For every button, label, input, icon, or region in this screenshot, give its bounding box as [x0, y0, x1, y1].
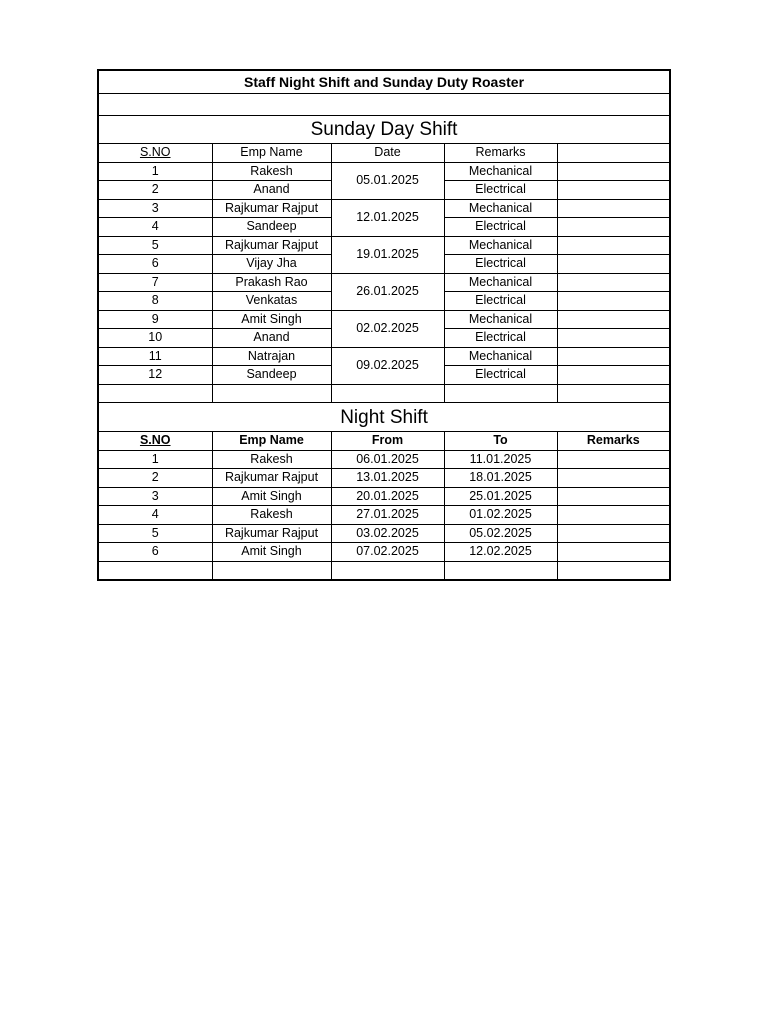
- night-from-cell: 07.02.2025: [331, 543, 444, 562]
- night-header-from: From: [331, 432, 444, 451]
- title-row: [98, 70, 670, 94]
- sunday-name-cell: Anand: [212, 181, 331, 200]
- night-row: [98, 487, 670, 506]
- sunday-extra-cell: [557, 310, 670, 329]
- empty-cell: [331, 561, 444, 580]
- night-heading-row: [98, 403, 670, 432]
- sunday-remark-cell: Electrical: [444, 181, 557, 200]
- night-remarks-cell: [557, 450, 670, 469]
- sunday-blank-row: [98, 384, 670, 403]
- night-to-cell: 18.01.2025: [444, 469, 557, 488]
- sunday-date-cell: 19.01.2025: [331, 236, 444, 273]
- night-remarks-cell: [557, 543, 670, 562]
- sunday-sno-cell: 10: [98, 329, 212, 348]
- sunday-extra-cell: [557, 255, 670, 274]
- sunday-extra-cell: [557, 162, 670, 181]
- night-from-cell: 27.01.2025: [331, 506, 444, 525]
- sunday-remark-cell: Mechanical: [444, 310, 557, 329]
- night-row: [98, 543, 670, 562]
- sunday-name-cell: Sandeep: [212, 366, 331, 385]
- roster-title: Staff Night Shift and Sunday Duty Roaster: [98, 70, 670, 94]
- sunday-sno-cell: 5: [98, 236, 212, 255]
- sunday-name-cell: Vijay Jha: [212, 255, 331, 274]
- night-header-to: To: [444, 432, 557, 451]
- sunday-remark-cell: Mechanical: [444, 199, 557, 218]
- night-sno-cell: 1: [98, 450, 212, 469]
- sunday-sno-cell: 12: [98, 366, 212, 385]
- sunday-header-date: Date: [331, 144, 444, 163]
- night-sno-cell: 2: [98, 469, 212, 488]
- night-header-sno: S.NO: [98, 432, 212, 451]
- sunday-name-cell: Prakash Rao: [212, 273, 331, 292]
- sunday-name-cell: Amit Singh: [212, 310, 331, 329]
- night-name-cell: Amit Singh: [212, 487, 331, 506]
- sunday-date-cell: 09.02.2025: [331, 347, 444, 384]
- night-sno-cell: 5: [98, 524, 212, 543]
- sunday-header-sno: S.NO: [98, 144, 212, 163]
- sunday-row: [98, 310, 670, 329]
- sunday-row: [98, 162, 670, 181]
- sunday-extra-cell: [557, 329, 670, 348]
- sunday-header-remarks: Remarks: [444, 144, 557, 163]
- night-blank-row: [98, 561, 670, 580]
- empty-cell: [444, 384, 557, 403]
- night-to-cell: 11.01.2025: [444, 450, 557, 469]
- sunday-extra-cell: [557, 347, 670, 366]
- night-row: [98, 450, 670, 469]
- sunday-sno-cell: 6: [98, 255, 212, 274]
- night-from-cell: 06.01.2025: [331, 450, 444, 469]
- sunday-remark-cell: Electrical: [444, 292, 557, 311]
- empty-cell: [444, 561, 557, 580]
- sunday-sno-cell: 8: [98, 292, 212, 311]
- night-from-cell: 20.01.2025: [331, 487, 444, 506]
- night-remarks-cell: [557, 469, 670, 488]
- night-row: [98, 524, 670, 543]
- night-name-cell: Amit Singh: [212, 543, 331, 562]
- night-from-cell: 03.02.2025: [331, 524, 444, 543]
- night-row: [98, 469, 670, 488]
- sunday-remark-cell: Electrical: [444, 329, 557, 348]
- sunday-name-cell: Rajkumar Rajput: [212, 236, 331, 255]
- empty-cell: [98, 561, 212, 580]
- night-remarks-cell: [557, 487, 670, 506]
- night-name-cell: Rajkumar Rajput: [212, 469, 331, 488]
- sunday-remark-cell: Electrical: [444, 218, 557, 237]
- sunday-extra-cell: [557, 292, 670, 311]
- sunday-row: [98, 273, 670, 292]
- night-header-remarks: Remarks: [557, 432, 670, 451]
- night-to-cell: 01.02.2025: [444, 506, 557, 525]
- empty-cell: [557, 561, 670, 580]
- sunday-name-cell: Anand: [212, 329, 331, 348]
- sunday-date-cell: 02.02.2025: [331, 310, 444, 347]
- sunday-remark-cell: Electrical: [444, 366, 557, 385]
- sunday-sno-cell: 3: [98, 199, 212, 218]
- sunday-name-cell: Rajkumar Rajput: [212, 199, 331, 218]
- night-name-cell: Rakesh: [212, 506, 331, 525]
- sunday-sno-cell: 2: [98, 181, 212, 200]
- night-from-cell: 13.01.2025: [331, 469, 444, 488]
- sunday-remark-cell: Mechanical: [444, 162, 557, 181]
- sunday-sno-cell: 11: [98, 347, 212, 366]
- night-shift-heading: Night Shift: [98, 403, 670, 432]
- sunday-extra-cell: [557, 181, 670, 200]
- sunday-extra-cell: [557, 366, 670, 385]
- sunday-extra-cell: [557, 236, 670, 255]
- sunday-remark-cell: Mechanical: [444, 347, 557, 366]
- sunday-remark-cell: Electrical: [444, 255, 557, 274]
- night-sno-cell: 6: [98, 543, 212, 562]
- sunday-remark-cell: Mechanical: [444, 236, 557, 255]
- sunday-header-row: [98, 144, 670, 163]
- sunday-remark-cell: Mechanical: [444, 273, 557, 292]
- empty-cell: [212, 384, 331, 403]
- sunday-sno-cell: 4: [98, 218, 212, 237]
- sunday-row: [98, 199, 670, 218]
- night-header-row: [98, 432, 670, 451]
- night-sno-cell: 4: [98, 506, 212, 525]
- sunday-extra-cell: [557, 218, 670, 237]
- sunday-extra-cell: [557, 199, 670, 218]
- sunday-extra-cell: [557, 273, 670, 292]
- night-name-cell: Rakesh: [212, 450, 331, 469]
- sunday-sno-cell: 9: [98, 310, 212, 329]
- sunday-row: [98, 347, 670, 366]
- sunday-header-extra: [557, 144, 670, 163]
- sunday-shift-heading: Sunday Day Shift: [98, 116, 670, 144]
- night-name-cell: Rajkumar Rajput: [212, 524, 331, 543]
- sunday-sno-cell: 1: [98, 162, 212, 181]
- sunday-name-cell: Sandeep: [212, 218, 331, 237]
- sunday-date-cell: 12.01.2025: [331, 199, 444, 236]
- empty-cell: [331, 384, 444, 403]
- sunday-name-cell: Rakesh: [212, 162, 331, 181]
- sunday-heading-row: [98, 116, 670, 144]
- night-to-cell: 05.02.2025: [444, 524, 557, 543]
- blank-row: [98, 94, 670, 116]
- night-header-name: Emp Name: [212, 432, 331, 451]
- empty-cell: [212, 561, 331, 580]
- blank-cell: [98, 94, 670, 116]
- sunday-name-cell: Natrajan: [212, 347, 331, 366]
- night-to-cell: 25.01.2025: [444, 487, 557, 506]
- empty-cell: [557, 384, 670, 403]
- roster-table: [97, 69, 671, 581]
- night-remarks-cell: [557, 506, 670, 525]
- sunday-date-cell: 26.01.2025: [331, 273, 444, 310]
- sunday-date-cell: 05.01.2025: [331, 162, 444, 199]
- night-row: [98, 506, 670, 525]
- night-to-cell: 12.02.2025: [444, 543, 557, 562]
- night-sno-cell: 3: [98, 487, 212, 506]
- night-remarks-cell: [557, 524, 670, 543]
- sunday-name-cell: Venkatas: [212, 292, 331, 311]
- sunday-header-name: Emp Name: [212, 144, 331, 163]
- sunday-sno-cell: 7: [98, 273, 212, 292]
- sunday-row: [98, 236, 670, 255]
- empty-cell: [98, 384, 212, 403]
